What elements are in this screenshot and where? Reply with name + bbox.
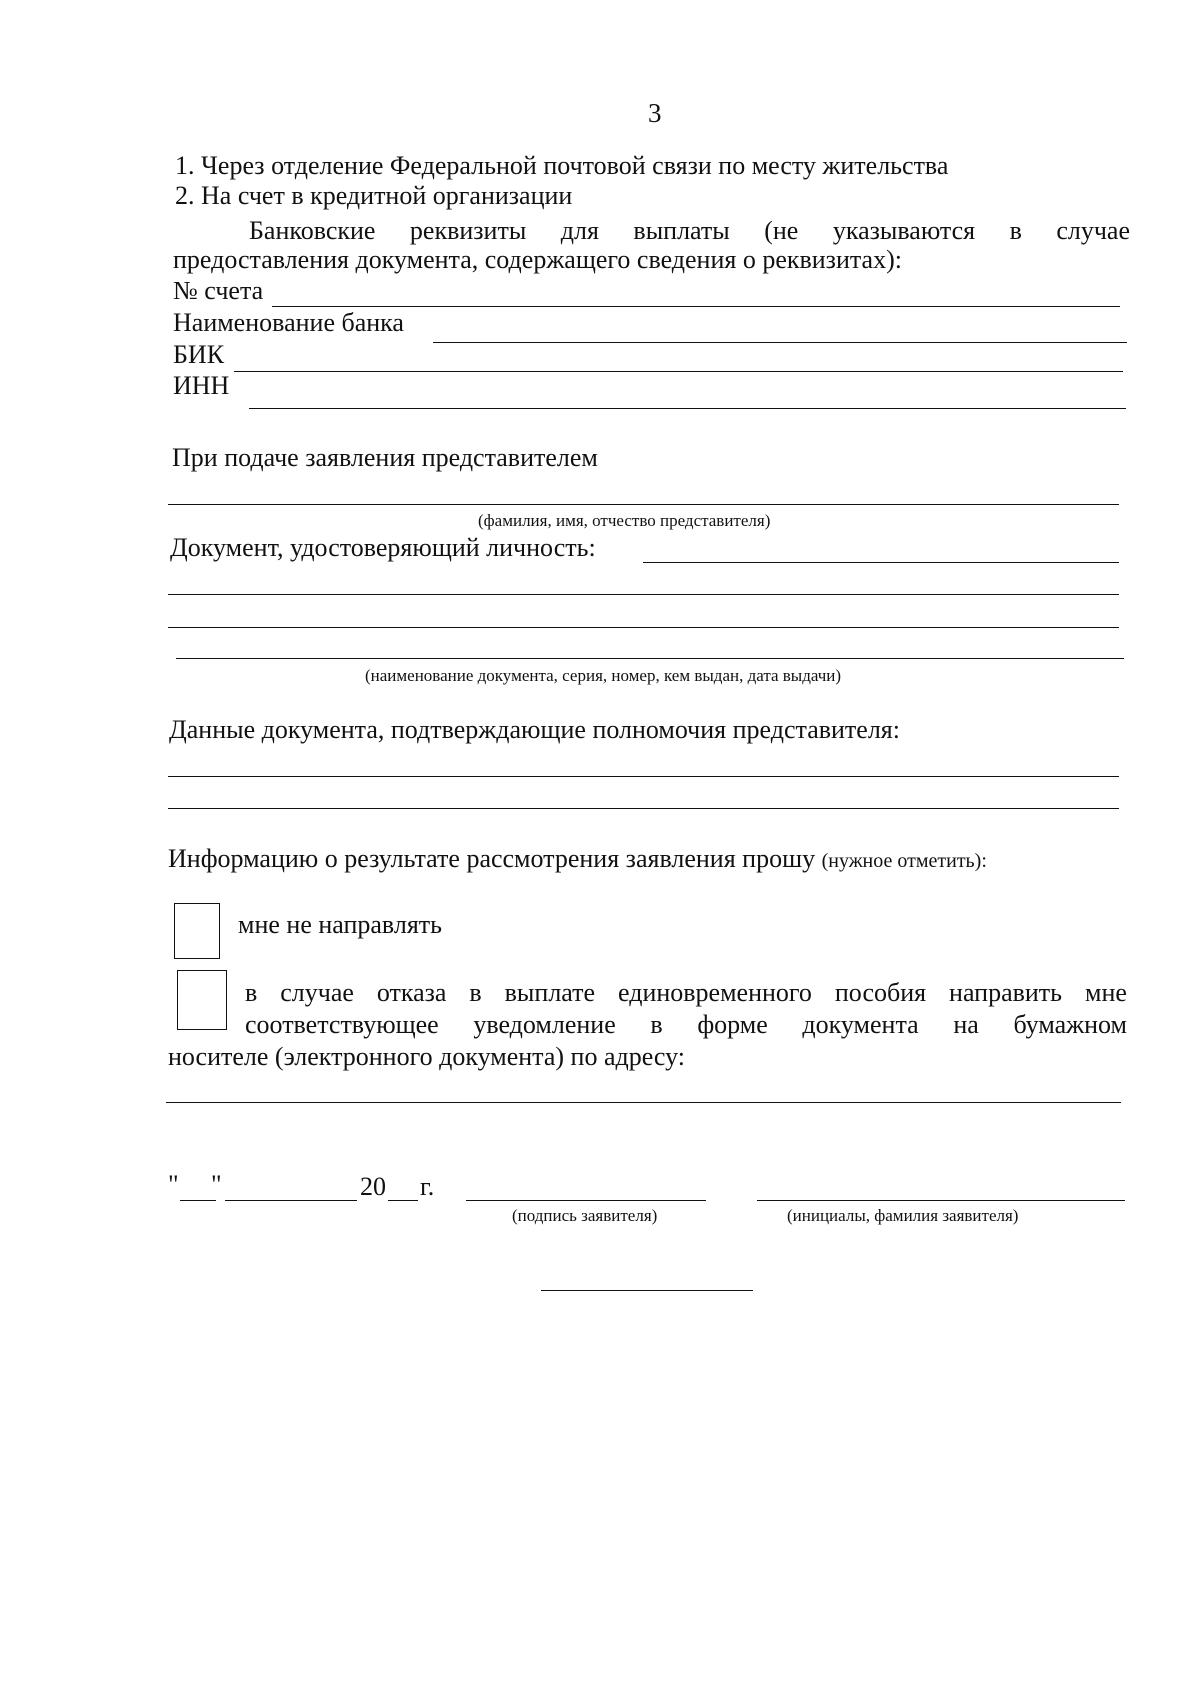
date-quote-close: " <box>211 1170 222 1199</box>
bik-label: БИК <box>173 340 225 369</box>
payment-option-post: 1. Через отделение Федеральной почтовой связи по месту жительства <box>175 151 949 180</box>
account-number-label: № счета <box>173 276 264 305</box>
bank-name-field[interactable] <box>433 342 1127 343</box>
address-field[interactable] <box>166 1102 1121 1103</box>
option-send-notice-line1: в случае отказа в выплате единовременного пособия направить мне <box>245 978 1127 1007</box>
id-document-field-3[interactable] <box>168 627 1119 628</box>
date-year-prefix: 20 <box>360 1172 386 1201</box>
result-info-note: (нужное отметить): <box>821 850 987 872</box>
authority-label: Данные документа, подтверждающие полномочия представителя: <box>169 715 900 744</box>
applicant-name-caption: (инициалы, фамилия заявителя) <box>787 1206 1019 1225</box>
id-document-field-4[interactable] <box>176 658 1124 659</box>
option-send-notice-line2: соответствующее уведомление в форме документа на бумажном <box>245 1010 1127 1039</box>
date-quote-open: " <box>168 1170 179 1199</box>
date-day-field[interactable] <box>180 1200 216 1201</box>
date-month-field[interactable] <box>225 1200 357 1201</box>
checkbox-send-notice[interactable] <box>177 970 227 1030</box>
bik-field[interactable] <box>234 371 1123 372</box>
bank-name-label: Наименование банка <box>173 308 404 337</box>
result-info-label: Информацию о результате рассмотрения заявления прошу (нужное отметить): <box>168 844 987 873</box>
representative-heading: При подаче заявления представителем <box>172 443 598 472</box>
id-document-field-1[interactable] <box>643 562 1119 563</box>
authority-field-1[interactable] <box>168 776 1119 777</box>
applicant-name-field[interactable] <box>757 1200 1125 1201</box>
representative-name-caption: (фамилия, имя, отчество представителя) <box>478 511 771 530</box>
inn-label: ИНН <box>173 371 230 400</box>
inn-field[interactable] <box>249 408 1126 409</box>
end-separator <box>541 1290 753 1291</box>
representative-name-field[interactable] <box>168 504 1119 505</box>
bank-details-intro: Банковские реквизиты для выплаты (не указываются в случае <box>249 216 1130 245</box>
bank-details-intro-line2: предоставления документа, содержащего сведения о реквизитах): <box>173 245 902 274</box>
option-do-not-send-label: мне не направлять <box>238 910 443 939</box>
date-year-field[interactable] <box>388 1200 418 1201</box>
payment-option-bank: 2. На счет в кредитной организации <box>175 181 573 210</box>
id-document-field-2[interactable] <box>168 594 1119 595</box>
signature-caption: (подпись заявителя) <box>512 1206 658 1225</box>
account-number-field[interactable] <box>272 306 1120 307</box>
option-send-notice-line3: носителе (электронного документа) по адресу: <box>168 1042 685 1071</box>
date-year-suffix: г. <box>420 1172 435 1201</box>
page-number: 3 <box>648 98 662 128</box>
signature-field[interactable] <box>466 1200 706 1201</box>
id-document-label: Документ, удостоверяющий личность: <box>170 533 596 562</box>
id-document-caption: (наименование документа, серия, номер, кем выдан, дата выдачи) <box>365 666 842 685</box>
checkbox-do-not-send[interactable] <box>174 903 220 959</box>
authority-field-2[interactable] <box>168 808 1119 809</box>
